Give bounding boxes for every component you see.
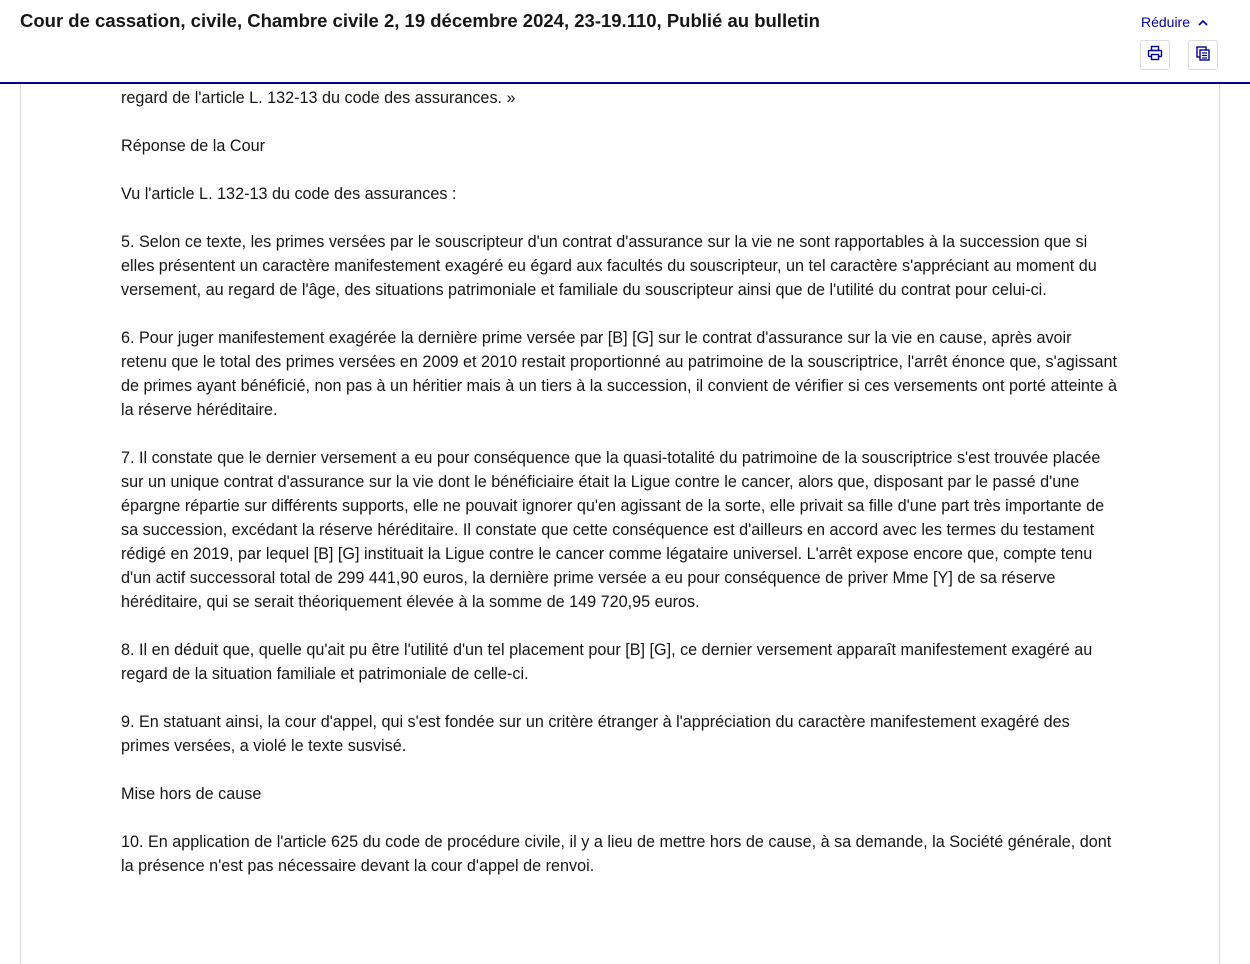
print-button[interactable]: [1140, 40, 1170, 70]
section-heading-reponse: Réponse de la Cour: [121, 137, 265, 155]
paragraph-9: 9. En statuant ainsi, la cour d'appel, qui s'est fondée sur un critère étranger à l'appréciation du caractère manifestement exagéré des primes versées, a violé le texte susvisé.: [121, 713, 1070, 755]
decision-text-panel[interactable]: [20, 84, 1220, 964]
paragraph-8: 8. Il en déduit que, quelle qu'ait pu être l'utilité d'un tel placement pour [B] [G], ce dernier versement apparaît manifestement exagéré au regard de la situation familiale et patrimoniale de celle-ci.: [121, 641, 1093, 683]
chevron-up-icon: [1198, 19, 1208, 26]
printer-icon: [1147, 45, 1163, 66]
collapse-label: Réduire: [1140, 14, 1190, 30]
paragraph-5: 5. Selon ce texte, les primes versées par le souscripteur d'un contrat d'assurance sur la vie ne sont rapportables à la succession que si elles présentent un caractère manifestement exagéré eu égard aux facultés du souscripteur, un tel caractère s'appréciant au moment du versement, au regard de l'âge, des situations patrimoniale et familiale du souscripteur ainsi que de l'utilité du contrat pour celui-ci.: [121, 233, 1097, 299]
paragraph-10: 10. En application de l'article 625 du code de procédure civile, il y a lieu de mettre hors de cause, à sa demande, la Société générale, dont la présence n'est pas nécessaire devant la cour d'appel de renvoi.: [121, 833, 1112, 875]
decision-header: [0, 0, 1250, 84]
section-heading-mise-hors-de-cause: Mise hors de cause: [121, 785, 262, 803]
copy-button[interactable]: [1188, 40, 1218, 70]
paragraph-intro: regard de l'article L. 132-13 du code des assurances. »: [121, 89, 516, 107]
paragraph-6: 6. Pour juger manifestement exagérée la dernière prime versée par [B] [G] sur le contrat d'assurance sur la vie en cause, après avoir retenu que le total des primes versées en 2009 et 2010 restait proportionné au patrimoine de la souscriptrice, l'arrêt énonce que, s'agissant de primes ayant bénéficié, non pas à un héritier mais à un tiers à la succession, il convient de vérifier si ces versements ont porté atteinte à la réserve héréditaire.: [121, 329, 1118, 419]
copy-icon: [1195, 45, 1211, 66]
paragraph-vu: Vu l'article L. 132-13 du code des assurances :: [121, 185, 457, 203]
page-title: Cour de cassation, civile, Chambre civile 2, 19 décembre 2024, 23-19.110, Publié au bulletin: [20, 10, 820, 31]
collapse-button[interactable]: [1141, 14, 1208, 30]
decision-text: [121, 86, 1121, 902]
paragraph-7: 7. Il constate que le dernier versement a eu pour conséquence que la quasi-totalité du patrimoine de la souscriptrice s'est trouvée placée sur un unique contrat d'assurance sur la vie dont le bénéficiaire était la Ligue contre le cancer, alors que, disposant par le passé d'une épargne répartie sur différents supports, elle ne pouvait ignorer qu'en agissant de la sorte, elle privait sa fille d'une part très importante de sa succession, excédant la réserve héréditaire. Il constate que cette conséquence est d'ailleurs en accord avec les termes du testament rédigé en 2019, par lequel [B] [G] instituait la Ligue contre le cancer comme légataire universel. L'arrêt expose encore que, compte tenu d'un actif successoral total de 299 441,90 euros, la dernière prime versée a eu pour conséquence de priver Mme [Y] de sa réserve héréditaire, qui se serait théoriquement élevée à la somme de 149 720,95 euros.: [121, 449, 1105, 611]
